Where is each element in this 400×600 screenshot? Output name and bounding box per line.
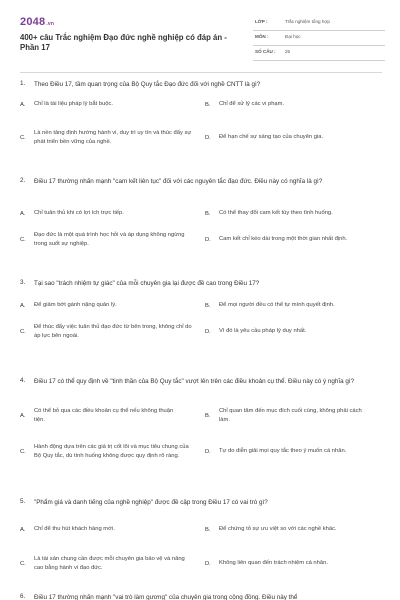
question-number: 5. xyxy=(20,498,26,505)
option-letter: C. xyxy=(20,561,26,567)
page-title: 400+ câu Trắc nghiệm Đạo đức nghề nghiệp có đáp án - Phần 17 xyxy=(20,33,227,52)
meta-value: 25 xyxy=(285,49,291,54)
option-letter: C. xyxy=(20,135,26,141)
option-c[interactable] xyxy=(20,435,198,469)
option-letter: A. xyxy=(20,303,26,309)
question-number: 6. xyxy=(20,593,26,600)
option-a[interactable] xyxy=(20,203,198,225)
option-c[interactable] xyxy=(20,121,198,155)
option-text: Để hạn chế sự sáng tạo của chuyên gia. xyxy=(219,134,324,141)
question-text: Điều 17 thường nhấn mạnh "vai trò làm gương" của chuyên gia trong cộng đồng. Điều này thể xyxy=(34,594,298,600)
question-number: 1. xyxy=(20,80,26,87)
option-c[interactable] xyxy=(20,229,198,251)
header-divider xyxy=(20,72,382,73)
option-letter: A. xyxy=(20,413,26,419)
option-letter: A. xyxy=(20,527,26,533)
option-text: Không liên quan đến trách nhiệm cá nhân. xyxy=(219,560,328,567)
option-text: Có thể thay đổi cam kết tùy theo tình huống. xyxy=(219,210,333,217)
option-letter: B. xyxy=(205,102,211,108)
question-text: "Phẩm giá và danh tiếng của nghề nghiệp" được đề cập trong Điều 17 có vai trò gì? xyxy=(34,499,268,506)
meta-key: MÔN : xyxy=(255,34,269,39)
option-b[interactable] xyxy=(205,295,383,317)
option-b[interactable] xyxy=(205,518,383,542)
option-text: Để mọi người đều có thể tự mình quyết định. xyxy=(219,302,335,309)
meta-key: SỐ CÂU : xyxy=(255,49,276,54)
option-letter: D. xyxy=(205,449,211,455)
option-a[interactable] xyxy=(20,518,198,542)
option-text: Có thể bỏ qua các điều khoản cụ thể nếu không thuận tiện. xyxy=(34,407,174,423)
option-text: Vì đó là yêu cầu pháp lý duy nhất. xyxy=(219,328,307,335)
option-text: Để thúc đẩy việc tuân thủ đạo đức từ bên trong, không chỉ do áp lực bên ngoài. xyxy=(34,323,192,339)
option-text: Chỉ để xử lý các vi phạm. xyxy=(219,101,285,108)
option-d[interactable] xyxy=(205,121,383,155)
logo-main: 2048 xyxy=(20,16,46,28)
option-letter: A. xyxy=(20,102,26,108)
site-logo[interactable] xyxy=(20,16,54,28)
meta-value: Trắc nghiệm tổng hợp xyxy=(285,19,330,24)
option-letter: C. xyxy=(20,237,26,243)
quiz-meta xyxy=(253,16,385,61)
option-text: Là tài sản chung cần được mỗi chuyên gia bảo vệ và nâng cao bằng hành vi đạo đức. xyxy=(34,555,185,571)
option-c[interactable] xyxy=(20,321,198,343)
question-6 xyxy=(20,593,382,600)
option-b[interactable] xyxy=(205,98,383,112)
option-letter: B. xyxy=(205,303,211,309)
question-number: 3. xyxy=(20,279,26,286)
option-text: Hành động dựa trên các giá trị cốt lõi và mục tiêu chung của Bộ Quy tắc, dù tình huống không được quy định rõ ràng. xyxy=(34,443,189,459)
meta-row-class xyxy=(253,16,385,31)
option-letter: C. xyxy=(20,449,26,455)
question-number: 4. xyxy=(20,377,26,384)
option-text: Chỉ là tài liệu pháp lý bắt buộc. xyxy=(34,101,113,108)
option-d[interactable] xyxy=(205,552,383,576)
question-text: Theo Điều 17, tầm quan trọng của Bộ Quy tắc Đạo đức đối với nghề CNTT là gì? xyxy=(34,81,261,88)
option-a[interactable] xyxy=(20,98,198,112)
option-b[interactable] xyxy=(205,203,383,225)
option-letter: C. xyxy=(20,329,26,335)
option-d[interactable] xyxy=(205,321,383,343)
question-text: Điều 17 có thể quy định về "tinh thần của Bộ Quy tắc" vượt lên trên các điều khoản cụ thể. Điều này có ý nghĩa gì? xyxy=(34,378,355,385)
option-text: Chỉ để thu hút khách hàng mới. xyxy=(34,526,115,533)
option-letter: D. xyxy=(205,561,211,567)
meta-row-subject xyxy=(253,31,385,46)
option-letter: A. xyxy=(20,211,26,217)
header xyxy=(0,0,400,68)
option-text: Là nền tảng định hướng hành vi, duy trì uy tín và thúc đẩy sự phát triển bền vững của nghề. xyxy=(34,129,192,145)
option-text: Cam kết chỉ kéo dài trong một thời gian nhất định. xyxy=(219,236,348,243)
option-a[interactable] xyxy=(20,404,198,428)
option-letter: B. xyxy=(205,527,211,533)
option-d[interactable] xyxy=(205,435,383,469)
meta-key: LỚP : xyxy=(255,19,268,24)
logo-suffix: .vn xyxy=(46,21,55,27)
meta-row-count xyxy=(253,46,385,61)
option-letter: D. xyxy=(205,329,211,335)
option-d[interactable] xyxy=(205,229,383,251)
option-text: Để giảm bớt gánh nặng quản lý. xyxy=(34,302,117,309)
question-text: Điều 17 thường nhấn mạnh "cam kết liên tục" đối với các nguyên tắc đạo đức. Điều này có nghĩa là gì? xyxy=(34,178,323,185)
option-letter: D. xyxy=(205,135,211,141)
option-letter: B. xyxy=(205,211,211,217)
option-text: Chỉ quan tâm đến mục đích cuối cùng, không phải cách làm. xyxy=(219,407,362,423)
option-text: Để chứng tỏ sự ưu việt so với các nghề khác. xyxy=(219,526,337,533)
question-number: 2. xyxy=(20,177,26,184)
option-text: Đạo đức là một quá trình học hỏi và áp dụng không ngừng trong suốt sự nghiệp. xyxy=(34,231,185,247)
option-letter: B. xyxy=(205,413,211,419)
option-text: Chỉ tuân thủ khi có lợi ích trực tiếp. xyxy=(34,210,124,217)
question-text: Tại sao "trách nhiệm tự giác" của mỗi chuyên gia lại được đề cao trong Điều 17? xyxy=(34,280,260,287)
option-c[interactable] xyxy=(20,552,198,576)
option-letter: D. xyxy=(205,237,211,243)
option-b[interactable] xyxy=(205,404,383,428)
option-a[interactable] xyxy=(20,295,198,317)
meta-value: Đại học xyxy=(285,34,301,39)
option-text: Tự do diễn giải mọi quy tắc theo ý muốn cá nhân. xyxy=(219,448,347,455)
